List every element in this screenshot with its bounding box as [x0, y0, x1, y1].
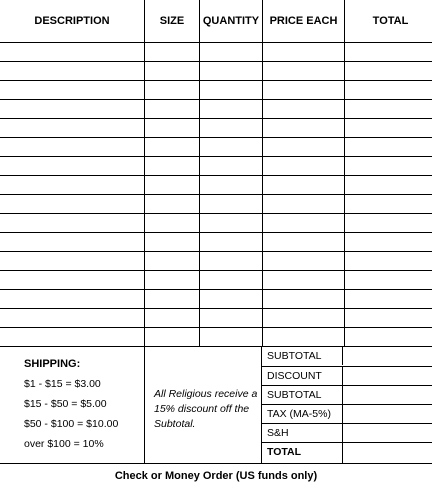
description-cell[interactable] — [0, 233, 145, 252]
size-cell[interactable] — [145, 328, 200, 347]
shipping-rate: $1 - $15 = $3.00 — [24, 378, 101, 390]
total-cell[interactable] — [345, 176, 432, 195]
quantity-cell[interactable] — [200, 309, 263, 328]
table-row — [0, 252, 432, 271]
size-cell[interactable] — [145, 252, 200, 271]
quantity-cell[interactable] — [200, 138, 263, 157]
description-cell[interactable] — [0, 43, 145, 62]
size-cell[interactable] — [145, 81, 200, 100]
grand-total-label: TOTAL — [267, 446, 302, 458]
price-each-cell[interactable] — [263, 309, 345, 328]
quantity-cell[interactable] — [200, 176, 263, 195]
total-cell[interactable] — [345, 81, 432, 100]
total-cell[interactable] — [345, 43, 432, 62]
table-row — [0, 138, 432, 157]
description-cell[interactable] — [0, 214, 145, 233]
discount-label: DISCOUNT — [267, 370, 322, 382]
quantity-cell[interactable] — [200, 81, 263, 100]
description-cell[interactable] — [0, 62, 145, 81]
discount-note-box — [145, 347, 262, 463]
table-row — [0, 233, 432, 252]
size-cell[interactable] — [145, 290, 200, 309]
size-cell[interactable] — [145, 43, 200, 62]
subtotal-after-discount-label: SUBTOTAL — [267, 389, 322, 401]
shipping-handling-field[interactable] — [342, 424, 432, 442]
quantity-cell[interactable] — [200, 195, 263, 214]
table-row — [0, 119, 432, 138]
total-cell[interactable] — [345, 214, 432, 233]
total-cell[interactable] — [345, 119, 432, 138]
size-cell[interactable] — [145, 157, 200, 176]
subtotal-after-discount-row — [262, 385, 432, 404]
quantity-cell[interactable] — [200, 119, 263, 138]
quantity-cell[interactable] — [200, 62, 263, 81]
column-header-description: DESCRIPTION — [34, 15, 110, 27]
total-cell[interactable] — [345, 233, 432, 252]
payment-note: Check or Money Order (US funds only) — [114, 470, 318, 482]
discount-row — [262, 366, 432, 385]
total-cell[interactable] — [345, 328, 432, 347]
description-cell[interactable] — [0, 157, 145, 176]
size-cell[interactable] — [145, 62, 200, 81]
price-each-cell[interactable] — [263, 119, 345, 138]
grand-total-row — [262, 442, 432, 464]
size-cell[interactable] — [145, 214, 200, 233]
price-each-cell[interactable] — [263, 138, 345, 157]
size-cell[interactable] — [145, 195, 200, 214]
price-each-cell[interactable] — [263, 214, 345, 233]
shipping-handling-label: S&H — [267, 427, 289, 439]
subtotal-after-discount-field[interactable] — [342, 386, 432, 404]
column-header-total: TOTAL — [345, 0, 432, 43]
total-cell[interactable] — [345, 271, 432, 290]
totals-box — [262, 347, 432, 463]
subtotal-field[interactable] — [342, 347, 432, 365]
price-each-cell[interactable] — [263, 252, 345, 271]
shipping-rate: $50 - $100 = $10.00 — [24, 418, 119, 430]
total-cell[interactable] — [345, 195, 432, 214]
column-header-quantity: QUANTITY — [200, 0, 263, 43]
table-row — [0, 271, 432, 290]
quantity-cell[interactable] — [200, 100, 263, 119]
quantity-cell[interactable] — [200, 271, 263, 290]
size-cell[interactable] — [145, 138, 200, 157]
quantity-cell[interactable] — [200, 157, 263, 176]
quantity-cell[interactable] — [200, 252, 263, 271]
description-cell[interactable] — [0, 309, 145, 328]
table-row — [0, 195, 432, 214]
description-cell[interactable] — [0, 176, 145, 195]
subtotal-row — [262, 347, 432, 365]
table-row — [0, 214, 432, 233]
shipping-title: SHIPPING: — [24, 358, 81, 370]
quantity-cell[interactable] — [200, 328, 263, 347]
price-each-cell[interactable] — [263, 195, 345, 214]
description-cell[interactable] — [0, 328, 145, 347]
size-cell[interactable] — [145, 100, 200, 119]
price-each-cell[interactable] — [263, 81, 345, 100]
total-cell[interactable] — [345, 100, 432, 119]
description-cell[interactable] — [0, 290, 145, 309]
total-cell[interactable] — [345, 252, 432, 271]
size-cell[interactable] — [145, 176, 200, 195]
size-cell[interactable] — [145, 309, 200, 328]
table-row — [0, 62, 432, 81]
price-each-cell[interactable] — [263, 328, 345, 347]
description-cell[interactable] — [0, 252, 145, 271]
table-row — [0, 309, 432, 328]
price-each-cell[interactable] — [263, 100, 345, 119]
table-row — [0, 81, 432, 100]
table-row — [0, 328, 432, 347]
tax-label: TAX (MA-5%) — [267, 408, 331, 420]
table-row — [0, 290, 432, 309]
total-cell[interactable] — [345, 138, 432, 157]
price-each-cell[interactable] — [263, 176, 345, 195]
description-cell[interactable] — [0, 119, 145, 138]
total-cell[interactable] — [345, 290, 432, 309]
quantity-cell[interactable] — [200, 214, 263, 233]
total-cell[interactable] — [345, 309, 432, 328]
table-row — [0, 176, 432, 195]
total-cell[interactable] — [345, 62, 432, 81]
total-cell[interactable] — [345, 157, 432, 176]
size-cell[interactable] — [145, 119, 200, 138]
subtotal-label: SUBTOTAL — [267, 350, 322, 362]
description-cell[interactable] — [0, 138, 145, 157]
table-header-row — [0, 0, 432, 43]
shipping-rate: $15 - $50 = $5.00 — [24, 398, 107, 410]
price-each-cell[interactable] — [263, 271, 345, 290]
shipping-handling-row — [262, 423, 432, 442]
price-each-cell[interactable] — [263, 43, 345, 62]
description-cell[interactable] — [0, 195, 145, 214]
quantity-cell[interactable] — [200, 290, 263, 309]
discount-note: All Religious receive a 15% discount off the Subtotal. — [154, 388, 258, 430]
price-each-cell[interactable] — [263, 233, 345, 252]
description-cell[interactable] — [0, 81, 145, 100]
price-each-cell[interactable] — [263, 157, 345, 176]
size-cell[interactable] — [145, 271, 200, 290]
quantity-cell[interactable] — [200, 43, 263, 62]
price-each-cell[interactable] — [263, 290, 345, 309]
description-cell[interactable] — [0, 271, 145, 290]
order-summary-section — [0, 346, 432, 464]
column-header-size: SIZE — [145, 0, 200, 43]
table-row — [0, 43, 432, 62]
price-each-cell[interactable] — [263, 62, 345, 81]
shipping-rate: over $100 = 10% — [24, 438, 104, 450]
tax-row — [262, 404, 432, 423]
size-cell[interactable] — [145, 233, 200, 252]
table-row — [0, 100, 432, 119]
discount-field[interactable] — [342, 367, 432, 385]
column-header-price-each: PRICE EACH — [263, 0, 345, 43]
tax-field[interactable] — [342, 405, 432, 423]
description-cell[interactable] — [0, 100, 145, 119]
quantity-cell[interactable] — [200, 233, 263, 252]
grand-total-field[interactable] — [342, 443, 432, 464]
shipping-rates-box — [0, 347, 145, 463]
table-row — [0, 157, 432, 176]
